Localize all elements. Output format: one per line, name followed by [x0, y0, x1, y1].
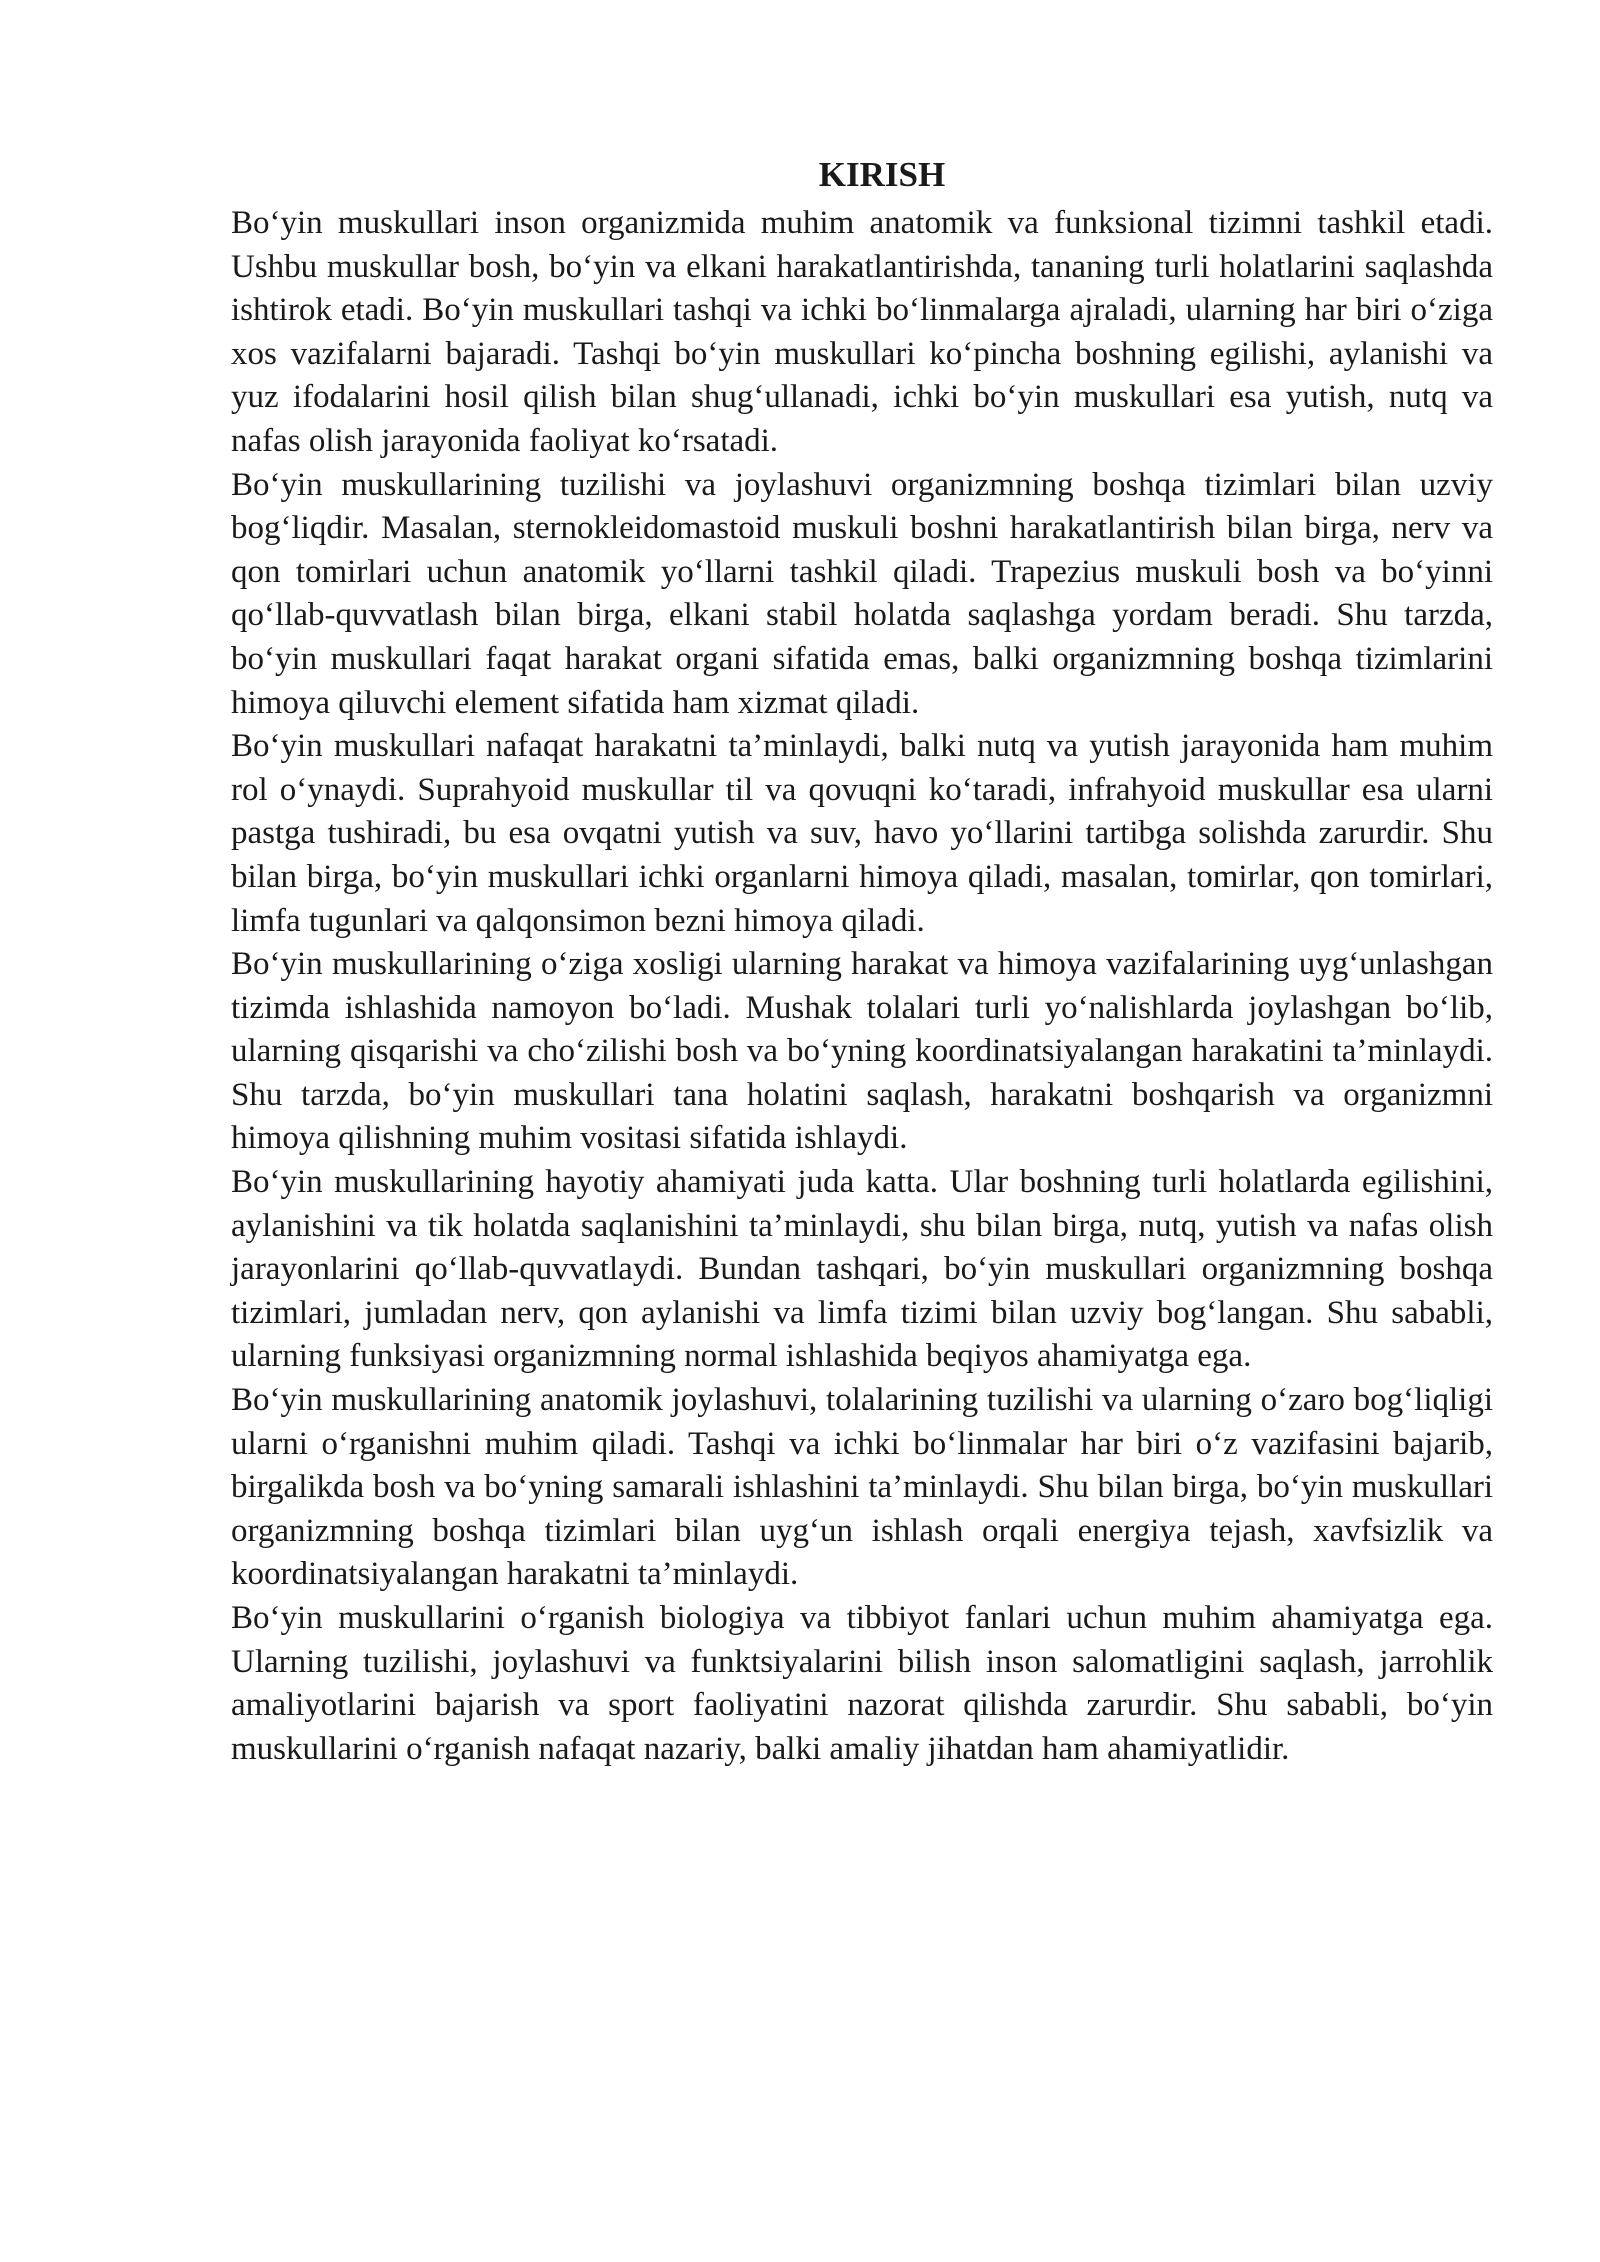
paragraph-2: Bo‘yin muskullarining tuzilishi va joylashuvi organizmning boshqa tizimlari bilan uzviy bog‘liqdir. Masalan, sternokleidomastoid muskuli boshni harakatlantirish bilan birga, nerv va qon tomirlari uchun anatomik yo‘llarni tashkil qiladi. Trapezius muskuli bosh va bo‘yinni qo‘llab-quvvatlash bilan birga, elkani stabil holatda saqlashga yordam beradi. Shu tarzda, bo‘yin muskullari faqat harakat organi sifatida emas, balki organizmning boshqa tizimlarini himoya qiluvchi element sifatida ham xizmat qiladi. [231, 466, 1493, 721]
paragraph-7: Bo‘yin muskullarini o‘rganish biologiya va tibbiyot fanlari uchun muhim ahamiyatga ega. Ularning tuzilishi, joylashuvi va funktsiyalarini bilish inson salomatligini saqlash, jarrohlik amaliyotlarini bajarish va sport faoliyatini nazorat qilishda zarurdir. Shu sababli, bo‘yin muskullarini o‘rganish nafaqat nazariy, balki amaliy jihatdan ham ahamiyatlidir. [231, 1600, 1493, 1767]
document-page [231, 150, 1493, 1771]
paragraph-5: Bo‘yin muskullarining hayotiy ahamiyati juda katta. Ular boshning turli holatlarda egilishini, aylanishini va tik holatda saqlanishini ta’minlaydi, shu bilan birga, nutq, yutish va nafas olish jarayonlarini qo‘llab-quvvatlaydi. Bundan tashqari, bo‘yin muskullari organizmning boshqa tizimlari, jumladan nerv, qon aylanishi va limfa tizimi bilan uzviy bog‘langan. Shu sababli, ularning funksiyasi organizmning normal ishlashida beqiyos ahamiyatga ega. [231, 1164, 1493, 1375]
paragraph-3: Bo‘yin muskullari nafaqat harakatni ta’minlaydi, balki nutq va yutish jarayonida ham muhim rol o‘ynaydi. Suprahyoid muskullar til va qovuqni ko‘taradi, infrahyoid muskullar esa ularni pastga tushiradi, bu esa ovqatni yutish va suv, havo yo‘llarini tartibga solishda zarurdir. Shu bilan birga, bo‘yin muskullari ichki organlarni himoya qiladi, masalan, tomirlar, qon tomirlari, limfa tugunlari va qalqonsimon bezni himoya qiladi. [231, 728, 1493, 939]
paragraph-1: Bo‘yin muskullari inson organizmida muhim anatomik va funksional tizimni tashkil etadi. Ushbu muskullar bosh, bo‘yin va elkani harakatlantirishda, tananing turli holatlarini saqlashda ishtirok etadi. Bo‘yin muskullari tashqi va ichki bo‘linmalarga ajraladi, ularning har biri o‘ziga xos vazifalarni bajaradi. Tashqi bo‘yin muskullari ko‘pincha boshning egilishi, aylanishi va yuz ifodalarini hosil qilish bilan shug‘ullanadi, ichki bo‘yin muskullari esa yutish, nutq va nafas olish jarayonida faoliyat ko‘rsatadi. [231, 205, 1493, 459]
paragraph-4: Bo‘yin muskullarining o‘ziga xosligi ularning harakat va himoya vazifalarining uyg‘unlashgan tizimda ishlashida namoyon bo‘ladi. Mushak tolalari turli yo‘nalishlarda joylashgan bo‘lib, ularning qisqarishi va cho‘zilishi bosh va bo‘yning koordinatsiyalangan harakatini ta’minlaydi. Shu tarzda, bo‘yin muskullari tana holatini saqlash, harakatni boshqarish va organizmni himoya qilishning muhim vositasi sifatida ishlaydi. [231, 946, 1493, 1157]
paragraph-6: Bo‘yin muskullarining anatomik joylashuvi, tolalarining tuzilishi va ularning o‘zaro bog‘liqligi ularni o‘rganishni muhim qiladi. Tashqi va ichki bo‘linmalar har biri o‘z vazifasini bajarib, birgalikda bosh va bo‘yning samarali ishlashini ta’minlaydi. Shu bilan birga, bo‘yin muskullari organizmning boshqa tizimlari bilan uyg‘un ishlash orqali energiya tejash, xavfsizlik va koordinatsiyalangan harakatni ta’minlaydi. [231, 1382, 1493, 1593]
page-title: KIRISH [818, 155, 946, 194]
